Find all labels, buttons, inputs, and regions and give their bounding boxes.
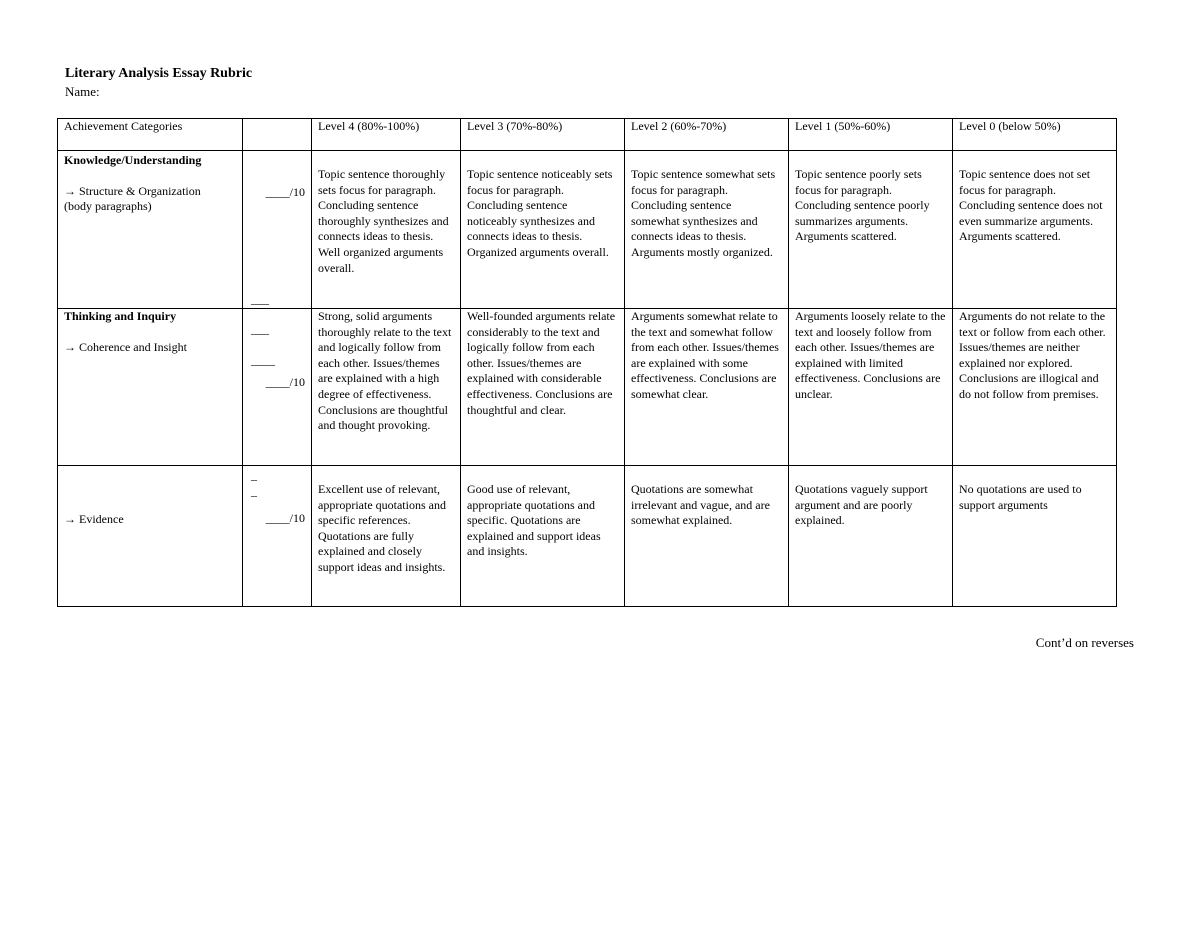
rubric-row-evidence — [58, 466, 1117, 607]
rubric-row-knowledge — [58, 151, 1117, 309]
header-level-3: Level 3 (70%-80%) — [461, 119, 625, 151]
score-blank: ____/10 — [265, 374, 305, 389]
rubric-row-thinking — [58, 309, 1117, 466]
category-title: Knowledge/Understanding — [64, 153, 202, 167]
level-0-cell: No quotations are used to support arguments — [953, 466, 1117, 607]
header-level-2: Level 2 (60%-70%) — [625, 119, 789, 151]
category-sub: → Coherence and Insight — [64, 339, 187, 354]
name-label: Name: — [65, 84, 100, 99]
level-3-cell: Well-founded arguments relate considerably to the text and logically follow from each other. Issues/themes are explained with considerable effectiveness. Conclusions are thoughtful and clear. — [461, 309, 625, 466]
continued-note: Cont’d on reverses — [1035, 635, 1134, 650]
score-underline: ___ ____ — [251, 322, 275, 368]
category-sub: → Structure & Organization (body paragraphs) — [64, 183, 201, 214]
level-4-cell: Excellent use of relevant, appropriate quotations and specific references. Quotations are fully explained and closely support ideas and insights. — [312, 466, 461, 607]
level-1-cell: Quotations vaguely support argument and are poorly explained. — [789, 466, 953, 607]
level-2-cell: Arguments somewhat relate to the text and somewhat follow from each other. Issues/themes are explained with some effectiveness. Conclusions are somewhat clear. — [625, 309, 789, 466]
level-1-cell: Topic sentence poorly sets focus for paragraph. Concluding sentence poorly summarizes arguments. Arguments scattered. — [789, 151, 953, 309]
header-row — [58, 119, 1117, 151]
score-blank: ____/10 — [265, 511, 305, 526]
score-cell — [243, 151, 312, 309]
header-level-4: Level 4 (80%-100%) — [312, 119, 461, 151]
header-level-1: Level 1 (50%-60%) — [789, 119, 953, 151]
category-sub: → Evidence — [64, 512, 124, 526]
category-title: Thinking and Inquiry — [64, 309, 177, 323]
level-1-cell: Arguments loosely relate to the text and loosely follow from each other. Issues/themes are explained with limited effectiveness. Conclusions are unclear. — [789, 309, 953, 466]
level-0-cell: Arguments do not relate to the text or follow from each other. Issues/themes are neither explained nor explored. Conclusions are illogical and do not follow from premises. — [953, 309, 1117, 466]
rubric-table — [57, 118, 1117, 607]
level-4-cell: Topic sentence thoroughly sets focus for paragraph. Concluding sentence thoroughly synthesizes and connects ideas to thesis. Well organized arguments overall. — [312, 151, 461, 309]
category-cell — [58, 466, 243, 607]
header-achievement-categories: Achievement Categories — [58, 119, 243, 151]
rubric-title: Literary Analysis Essay Rubric — [65, 66, 253, 81]
score-cell — [243, 309, 312, 466]
score-underline: ___ — [251, 292, 269, 307]
level-3-cell: Topic sentence noticeably sets focus for paragraph. Concluding sentence noticeably synthesizes and connects ideas to thesis. Organized arguments overall. — [461, 151, 625, 309]
level-0-cell: Topic sentence does not set focus for paragraph. Concluding sentence does not even summarize arguments. Arguments scattered. — [953, 151, 1117, 309]
score-underline: _ _ — [251, 468, 257, 498]
header-score — [243, 119, 312, 151]
level-4-cell: Strong, solid arguments thoroughly relate to the text and logically follow from each other. Issues/themes are explained with a high degree of effectiveness. Conclusions are thoughtful and thought provoking. — [312, 309, 461, 466]
level-2-cell: Quotations are somewhat irrelevant and vague, and are somewhat explained. — [625, 466, 789, 607]
category-cell — [58, 151, 243, 309]
score-blank: ____/10 — [265, 185, 305, 199]
level-3-cell: Good use of relevant, appropriate quotations and specific. Quotations are explained and support ideas and insights. — [461, 466, 625, 607]
header-level-0: Level 0 (below 50%) — [953, 119, 1117, 151]
category-cell — [58, 309, 243, 466]
level-2-cell: Topic sentence somewhat sets focus for paragraph. Concluding sentence somewhat synthesizes and connects ideas to thesis. Arguments mostly organized. — [625, 151, 789, 309]
score-cell — [243, 466, 312, 607]
